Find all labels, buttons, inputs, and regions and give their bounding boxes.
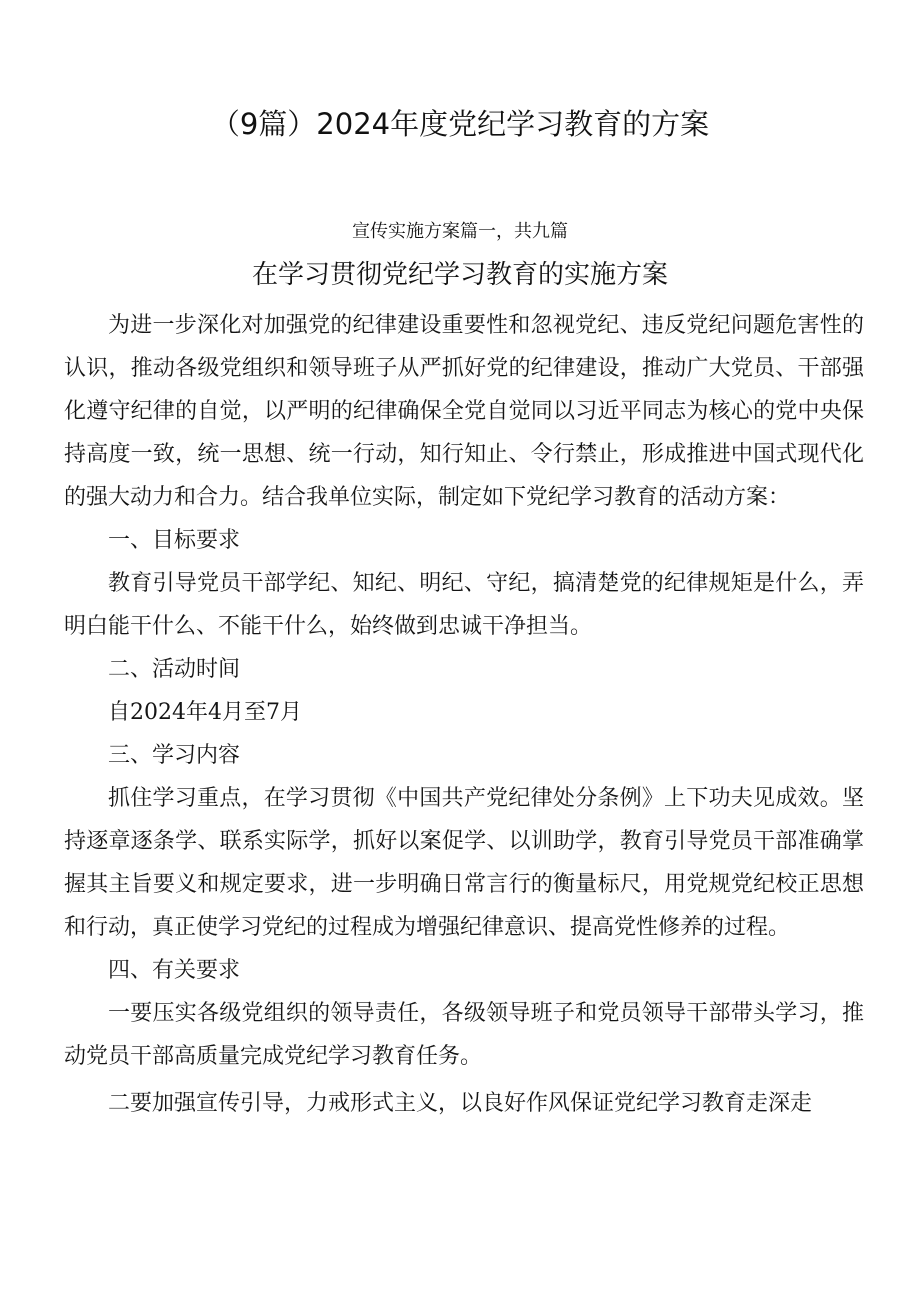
heading-schedule: 二、活动时间 xyxy=(108,657,241,682)
paragraph-intro: 为进一步深化对加强党的纪律建设重要性和忽视党纪、违反党纪问题危害性的认识，推动各级党组织和领导班子从严抓好党的纪律建设，推动广大党员、干部强化遵守纪律的自觉，以严明的纪律确保全党自觉同以习近平同志为核心的党中央保持高度一致，统一思想、统一行动，知行知止、令行禁止，形成推进中国式现代化的强大动力和合力。结合我单位实际，制定如下党纪学习教育的活动方案： xyxy=(64,313,864,510)
paragraph-content: 抓住学习重点，在学习贯彻《中国共产党纪律处分条例》上下功夫见成效。坚持逐章逐条学、联系实际学，抓好以案促学、以训助学，教育引导党员干部准确掌握其主旨要义和规定要求，进一步明确日常言行的衡量标尺，用党规党纪校正思想和行动，真正使学习党纪的过程成为增强纪律意识、提高党性修养的过程。 xyxy=(64,786,864,940)
heading-content: 三、学习内容 xyxy=(108,743,241,768)
document-subheading: 宣传实施方案篇一，共九篇 xyxy=(352,221,568,242)
section-title: 在学习贯彻党纪学习教育的实施方案 xyxy=(251,260,668,290)
paragraph-schedule: 自2024年4月至7月 xyxy=(108,700,302,725)
heading-requirements: 四、有关要求 xyxy=(108,958,241,983)
document-body xyxy=(64,304,864,1125)
paragraph-requirement-1: 一要压实各级党组织的领导责任，各级领导班子和党员领导干部带头学习，推动党员干部高质量完成党纪学习教育任务。 xyxy=(64,1001,864,1069)
heading-objectives: 一、目标要求 xyxy=(108,528,241,553)
paragraph-requirement-2: 二要加强宣传引导，力戒形式主义，以良好作风保证党纪学习教育走深走 xyxy=(108,1091,813,1116)
document-title: （9篇）2024年度党纪学习教育的方案 xyxy=(210,107,710,141)
paragraph-objectives: 教育引导党员干部学纪、知纪、明纪、守纪，搞清楚党的纪律规矩是什么，弄明白能干什么、不能干什么，始终做到忠诚干净担当。 xyxy=(64,571,864,639)
